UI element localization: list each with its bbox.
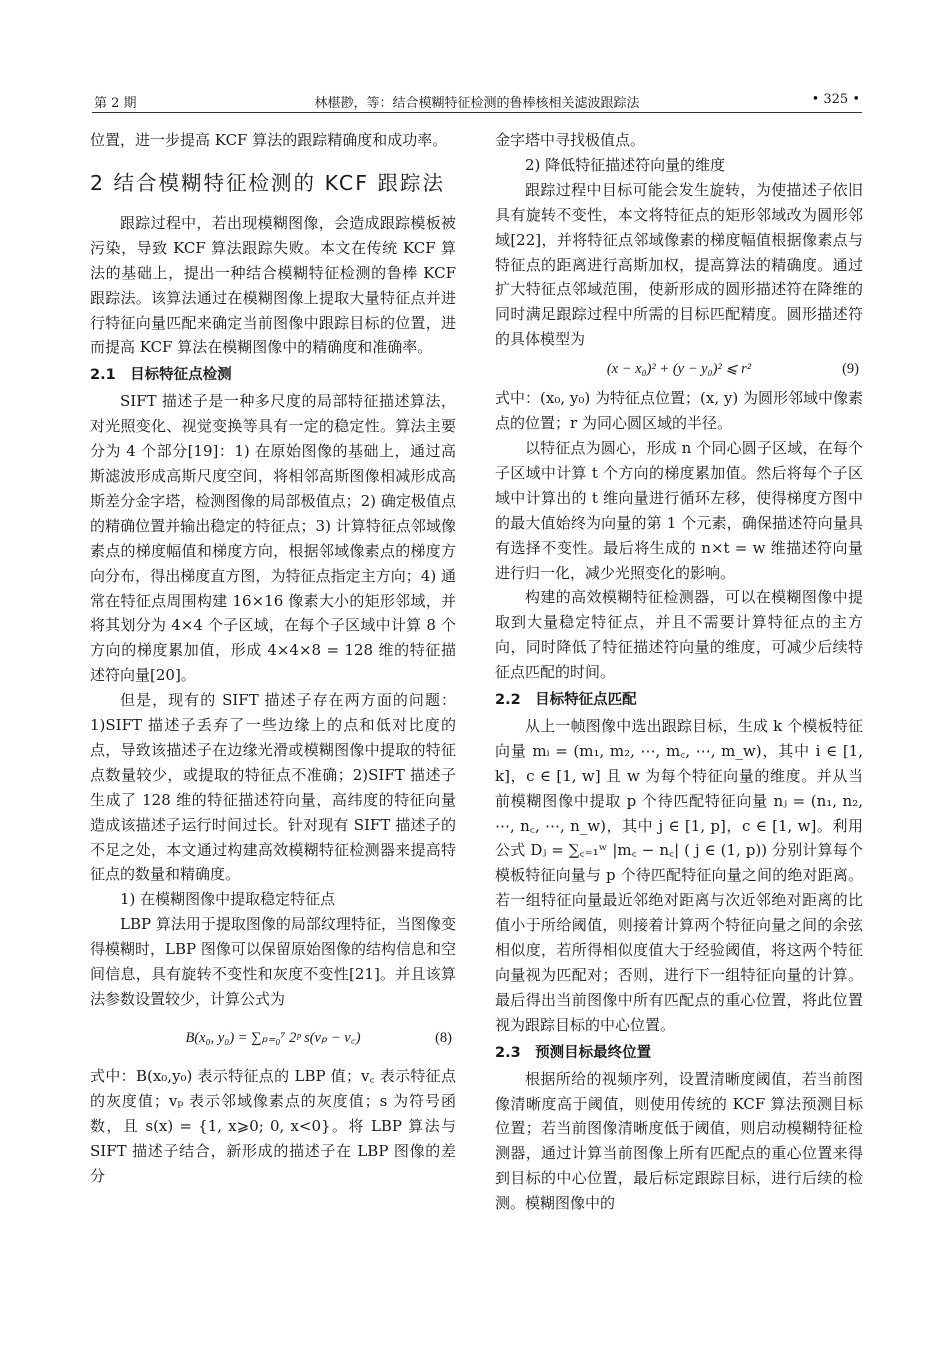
subsection-title: 2.1 目标特征点检测 xyxy=(90,367,232,384)
page-number: • 325 • xyxy=(811,92,860,107)
paragraph: 跟踪过程中，若出现模糊图像，会造成跟踪模板被污染，导致 KCF 算法跟踪失败。本文在传统 KCF 算法的基础上，提出一种结合模糊特征检测的鲁棒 KCF 跟踪法。该算法通过在模糊图像上提取大量特征点并进行特征向量匹配来确定当前图像中跟踪目标的位置，进而提高 KCF 算法在模糊图像中的精确度和准确率。 xyxy=(90,213,456,357)
paragraph: 根据所给的视频序列，设置清晰度阈值，若当前图像清晰度高于阈值，则使用传统的 KCF 算法预测目标位置；若当前图像清晰度低于阈值，则启动模糊特征检测器，通过计算当前图像上所有匹配点的重心位置来得到目标的中心位置，最后标定跟踪目标，进行后续的检测。模糊图像中的 xyxy=(495,1069,863,1213)
paragraph: 但是，现有的 SIFT 描述子存在两方面的问题：1)SIFT 描述子丢弃了一些边缘上的点和低对比度的点，导致该描述子在边缘光滑或模糊图像中提取的特征点数量较少，或提取的特征点不准确；2)SIFT 描述子生成了 128 维的特征描述符向量，高纬度的特征向量造成该描述子运行时间过长。针对现有 SIFT 描述子的不足之处，本文通过构建高效模糊特征检测器来提高特征点的数量和精确度。 xyxy=(90,691,456,884)
issue-number: 第 2 期 xyxy=(94,96,137,111)
subsection-title: 2.2 目标特征点匹配 xyxy=(495,692,637,709)
paragraph: 从上一帧图像中选出跟踪目标，生成 k 个模板特征向量 mᵢ = (m₁, m₂, ⋯, m꜀, ⋯, m_w)，其中 i ∈ [1, k]，c ∈ [1, w] 且 w 为每个特征向量的维度。并从当前模糊图像中提取 p 个待匹配特征向量 nⱼ = (n₁, n₂, ⋯, n꜀, ⋯, n_w)，其中 j ∈ [1, p]，c ∈ [1, w]。利用公式 Dⱼ = ∑꜀₌₁ʷ |m꜀ − n꜀| ( j ∈ (1, p)) 分别计算每个模板特征向量与 p 个待匹配特征向量之间的绝对距离。若一组特征向量最近邻绝对距离与次近邻绝对距离的比值小于所给阈值，则接着计算两个特征向量之间的余弦相似度，若所得相似度值大于经验阈值，将这两个特征向量视为匹配对；否则，进行下一组特征向量的计算。最后得出当前图像中所有匹配点的重心位置，将此位置视为跟踪目标的中心位置。 xyxy=(495,716,863,1034)
subsection-title: 2.3 预测目标最终位置 xyxy=(495,1044,652,1061)
equation-number: (8) xyxy=(435,1029,452,1046)
right-column xyxy=(495,128,863,1216)
section-title: 2 结合模糊特征检测的 KCF 跟踪法 xyxy=(90,170,446,195)
paragraph: 式中：B(x₀,y₀) 表示特征点的 LBP 值；v꜀ 表示特征点的灰度值；vₚ 表示邻域像素点的灰度值；s 为符号函数，且 s(x) = {1, x⩾0; 0, x<0}。将 LBP 算法与 SIFT 描述子结合，新形成的描述子在 LBP 图像的差分 xyxy=(90,1066,456,1185)
equation-8 xyxy=(90,1012,456,1064)
paragraph: 1) 在模糊图像中提取稳定特征点 xyxy=(120,890,336,909)
equation-number: (9) xyxy=(842,361,859,378)
equation-9 xyxy=(495,352,863,386)
paragraph: 构建的高效模糊特征检测器，可以在模糊图像中提取到大量稳定特征点，并且不需要计算特征点的主方向，同时降低了特征描述符向量的维度，可减少后续特征点匹配的时间。 xyxy=(495,588,863,682)
paragraph: LBP 算法用于提取图像的局部纹理特征，当图像变得模糊时，LBP 图像可以保留原始图像的结构信息和空间信息，具有旋转不变性和灰度不变性[21]。并且该算法参数设置较少，计算公式为 xyxy=(90,915,456,1008)
paragraph: 式中：(x₀, y₀) 为特征点位置；(x, y) 为圆形邻域中像素点的位置；r 为同心圆区域的半径。 xyxy=(495,389,863,433)
left-column xyxy=(90,128,456,1188)
equation-body: (x − x₀)² + (y − y₀)² ⩽ r² xyxy=(606,361,752,378)
paragraph: 以特征点为圆心，形成 n 个同心圆子区域，在每个子区域中计算 t 个方向的梯度累加值。然后将每个子区域中计算出的 t 维向量进行循环左移，使得梯度方图中的最大值始终为向量的第 1 个元素，确保描述符向量具有选择不变性。最后将生成的 n×t = w 维描述符向量进行归一化，减少光照变化的影响。 xyxy=(495,438,863,582)
equation-body: B(x₀, y₀) = ∑ₚ₌₀⁷ 2ᵖ s(vₚ − v꜀) xyxy=(185,1029,361,1046)
running-title: 林椹尠，等：结合模糊特征检测的鲁棒核相关滤波跟踪法 xyxy=(314,96,640,111)
paragraph: 跟踪过程中目标可能会发生旋转，为使描述子依旧具有旋转不变性，本文将特征点的矩形邻域改为圆形邻域[22]，并将特征点邻域像素的梯度幅值根据像素点与特征点的距离进行高斯加权，提高算法的精确度。通过扩大特征点邻域范围，使新形成的圆形描述符在降维的同时满足跟踪过程中所需的目标匹配精度。圆形描述符的具体模型为 xyxy=(495,180,863,349)
paragraph: 金字塔中寻找极值点。 xyxy=(495,131,646,149)
paragraph: 位置，进一步提高 KCF 算法的跟踪精确度和成功率。 xyxy=(90,131,448,149)
paragraph: 2) 降低特征描述符向量的维度 xyxy=(525,155,726,174)
paragraph: SIFT 描述子是一种多尺度的局部特征描述算法，对光照变化、视觉变换等具有一定的稳定性。算法主要分为 4 个部分[19]：1) 在原始图像的基础上，通过高斯滤波形成高斯尺度空间，将相邻高斯图像相减形成高斯差分金字塔，检测图像的局部极值点；2) 确定极值点的精确位置并输出稳定的特征点；3) 计算特征点邻域像素点的梯度幅值和梯度方向，根据邻域像素点的梯度方向分布，得出梯度直方图，为特征点指定主方向；4) 通常在特征点周围构建 16×16 像素大小的矩形邻域，并将其划分为 4×4 个子区域，在每个子区域中计算 8 个方向的梯度累加值，形成 4×4×8 = 128 维的特征描述符向量[20]。 xyxy=(90,392,456,685)
running-header xyxy=(92,88,862,113)
